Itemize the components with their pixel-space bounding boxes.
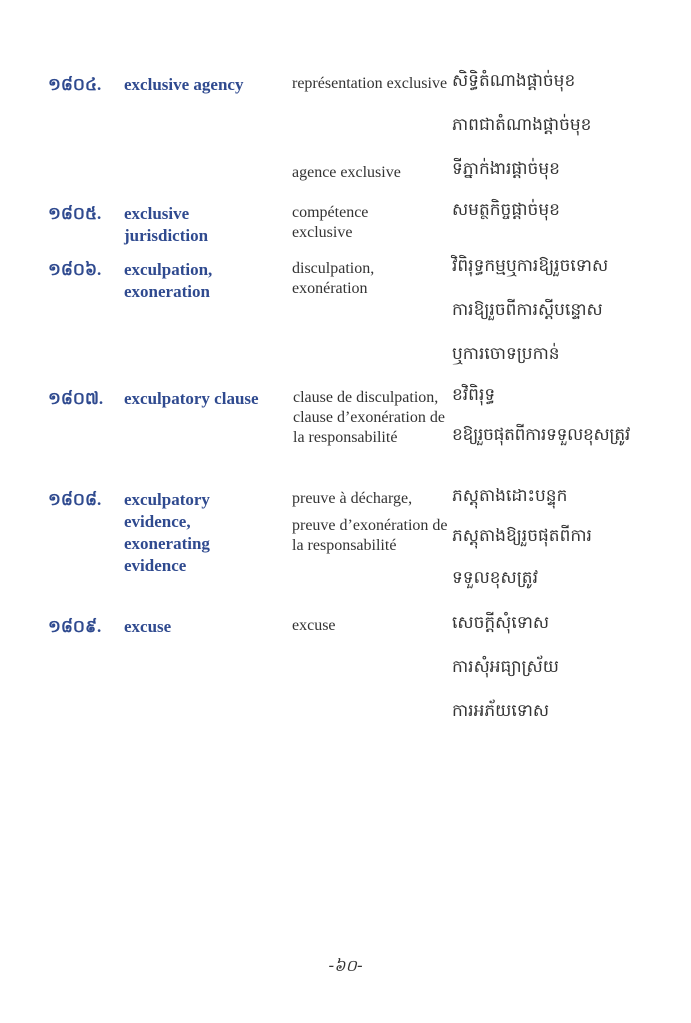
entry-number: ១៨០៤. — [48, 75, 102, 94]
french-translation: preuve d’exonération de la responsabilité — [292, 517, 448, 554]
khmer-translation: ឬការចោទប្រកាន់ — [452, 344, 560, 364]
khmer-translation: ទីភ្នាក់ងារផ្តាច់មុខ — [452, 159, 560, 179]
khmer-translation: ខឱ្យរួចផុតពីការទទួលខុសត្រូវ — [452, 425, 630, 445]
khmer-translation: ភស្តុតាងដោះបន្ទុក — [452, 486, 568, 506]
khmer-translation: ភស្តុតាងឱ្យរួចផុតពីការ — [452, 526, 592, 546]
entry-number: ១៨០៧. — [48, 389, 104, 408]
french-translation: agence exclusive — [292, 164, 401, 181]
english-term: exclusive agency — [124, 75, 244, 94]
french-translation: excuse — [292, 617, 336, 634]
khmer-translation: ការឱ្យរួចពីការស្តីបន្ទោស — [452, 300, 603, 320]
entry-number: ១៨០៨. — [48, 490, 102, 509]
khmer-translation: ទទួលខុសត្រូវ — [452, 568, 538, 588]
entry-number: ១៨០៦. — [48, 260, 102, 279]
english-term: exculpatory evidence, exonerating evidence — [124, 490, 210, 575]
english-term: exculpatory clause — [124, 389, 259, 408]
page-number: -៦០- — [328, 956, 363, 975]
khmer-translation: សេចក្តីសុំទោស — [452, 613, 550, 633]
english-term: exculpation, exoneration — [124, 260, 213, 301]
french-translation: disculpation, exonération — [292, 260, 375, 297]
english-term: exclusive jurisdiction — [124, 204, 209, 245]
khmer-translation: សិទ្ធិតំណាងផ្តាច់មុខ — [452, 71, 576, 91]
french-translation: compétence exclusive — [292, 204, 369, 241]
khmer-translation: ការសុំអធ្យាស្រ័យ — [452, 657, 559, 677]
khmer-translation: ការអភ័យទោស — [452, 701, 550, 721]
entry-number: ១៨០៥. — [48, 204, 102, 223]
khmer-translation: វិពិរុទ្ធកម្មឬការឱ្យរួចទោស — [452, 256, 609, 276]
french-translation: clause de disculpation, clause d’exonération de la responsabilité — [293, 389, 445, 446]
french-translation: preuve à décharge, — [292, 490, 413, 507]
khmer-translation: ភាពជាតំណាងផ្តាច់មុខ — [452, 115, 592, 135]
khmer-translation: ខវិពិរុទ្ធ — [452, 385, 496, 405]
french-translation: représentation exclusive — [292, 75, 448, 92]
khmer-translation: សមត្ថកិច្ចផ្តាច់មុខ — [452, 200, 560, 220]
english-term: excuse — [124, 617, 172, 636]
entry-number: ១៨០៩. — [48, 617, 102, 636]
